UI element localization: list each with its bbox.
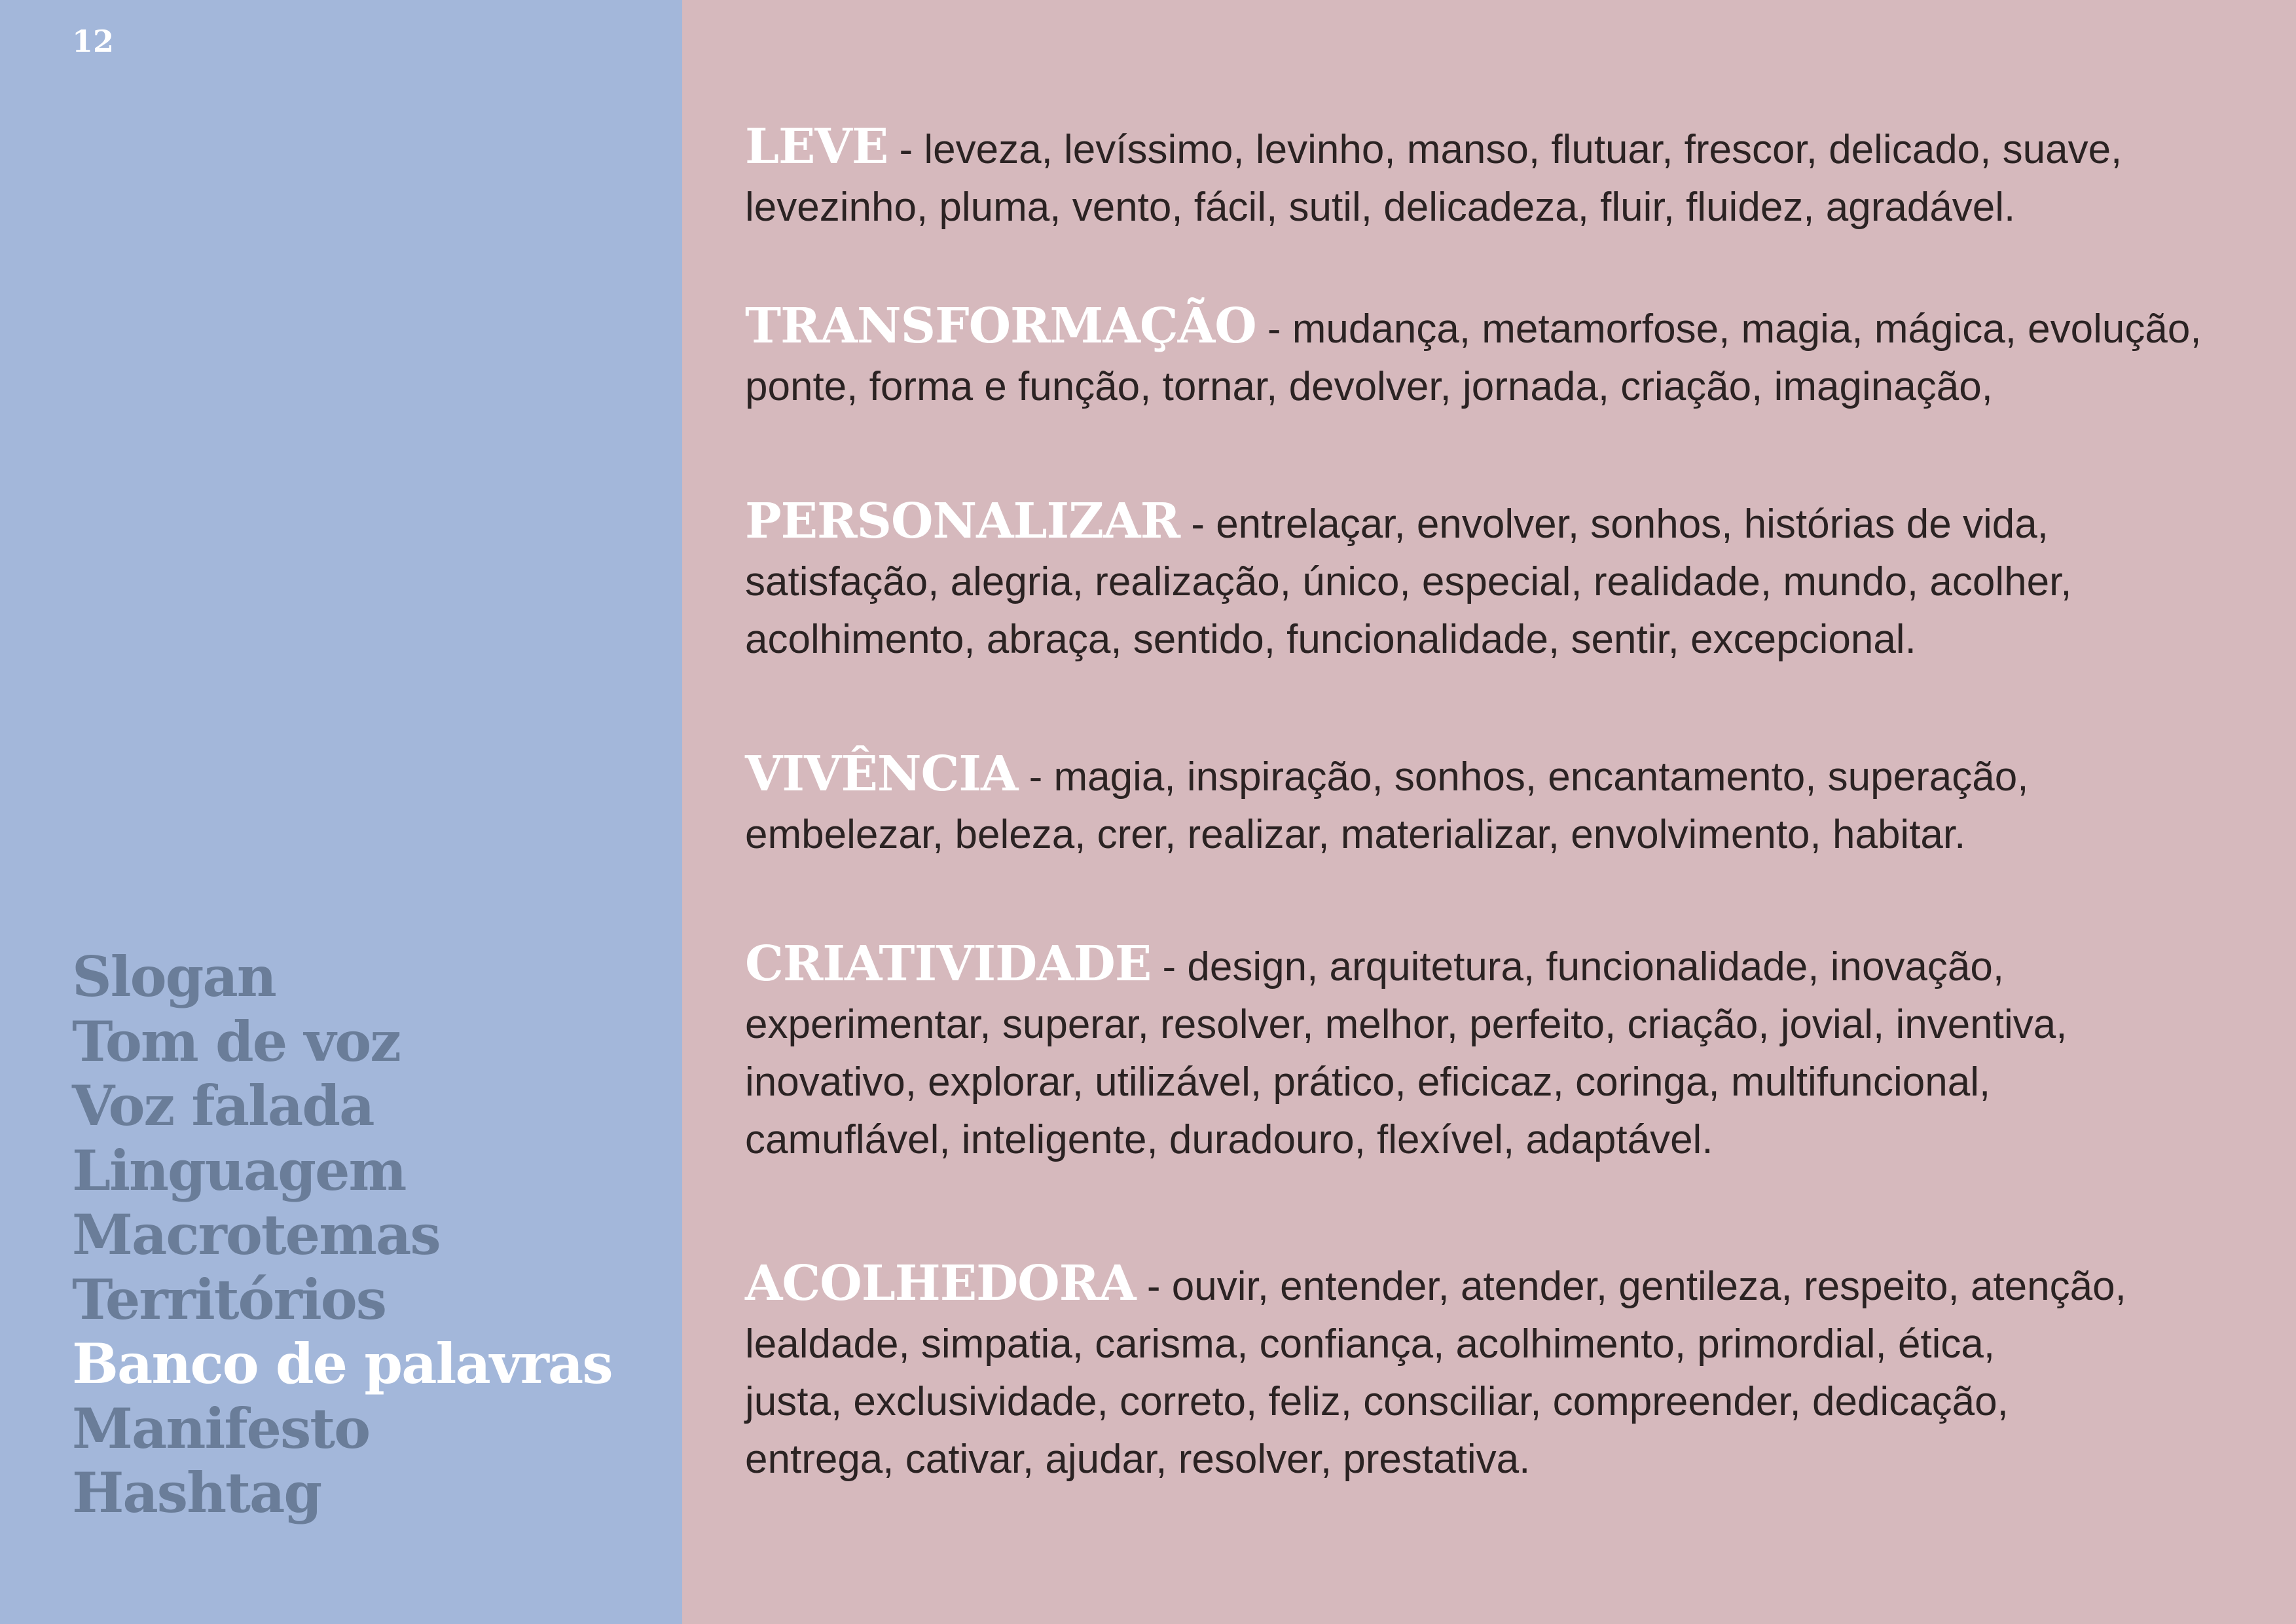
nav-item-territorios[interactable]: Territórios	[72, 1266, 386, 1332]
word-entry-vivencia	[745, 745, 2277, 864]
entry-text: experimentar, superar, resolver, melhor, perfeito, criação, jovial, inventiva,	[745, 1002, 2068, 1047]
entry-text: - leveza, levíssimo, levinho, manso, flutuar, frescor, delicado, suave,	[888, 127, 2123, 172]
nav-item-voz-falada[interactable]: Voz falada	[72, 1073, 374, 1138]
entry-term: CRIATIVIDADE	[745, 936, 1152, 992]
entry-text: - mudança, metamorfose, magia, mágica, evolução,	[1256, 306, 2202, 352]
entry-first-line	[745, 1255, 2277, 1316]
left-panel	[0, 0, 682, 1624]
entry-term: VIVÊNCIA	[745, 746, 1018, 802]
word-entry-criatividade	[745, 935, 2277, 1169]
entry-text: - design, arquitetura, funcionalidade, inovação,	[1151, 944, 2005, 989]
entry-first-line	[745, 492, 2277, 553]
word-entry-personalizar	[745, 492, 2277, 669]
entry-term: PERSONALIZAR	[745, 493, 1180, 549]
entry-text: entrega, cativar, ajudar, resolver, prestativa.	[745, 1437, 1531, 1482]
entry-first-line	[745, 745, 2277, 806]
page-number: 12	[72, 24, 115, 59]
nav-item-slogan[interactable]: Slogan	[72, 944, 276, 1009]
entry-first-line	[745, 935, 2277, 996]
entry-text: ponte, forma e função, tornar, devolver, jornada, criação, imaginação,	[745, 364, 1993, 409]
nav-item-tom-de-voz[interactable]: Tom de voz	[72, 1008, 400, 1074]
entry-text: justa, exclusividade, correto, feliz, consciliar, compreender, dedicação,	[745, 1379, 2009, 1424]
entry-first-line	[745, 297, 2277, 358]
entry-term: ACOLHEDORA	[745, 1255, 1136, 1312]
entry-text: satisfação, alegria, realização, único, especial, realidade, mundo, acolher,	[745, 559, 2072, 604]
entry-text: - ouvir, entender, atender, gentileza, respeito, atenção,	[1135, 1264, 2126, 1309]
entry-term: TRANSFORMAÇÃO	[745, 298, 1256, 354]
nav-item-hashtag[interactable]: Hashtag	[72, 1460, 321, 1525]
entry-text: - entrelaçar, envolver, sonhos, histórias de vida,	[1180, 502, 2049, 547]
nav-item-manifesto[interactable]: Manifesto	[72, 1395, 370, 1461]
word-entry-leve	[745, 118, 2277, 236]
entry-term: LEVE	[745, 119, 888, 175]
nav-item-linguagem[interactable]: Linguagem	[72, 1137, 406, 1203]
section-nav	[72, 945, 612, 1526]
entry-text: levezinho, pluma, vento, fácil, sutil, delicadeza, fluir, fluidez, agradável.	[745, 185, 2016, 230]
word-entry-transformacao	[745, 297, 2277, 416]
entry-text: inovativo, explorar, utilizável, prático, eficicaz, coringa, multifuncional,	[745, 1060, 1991, 1105]
entry-first-line	[745, 118, 2277, 179]
word-entry-acolhedora	[745, 1255, 2277, 1488]
entry-text: embelezar, beleza, crer, realizar, materializar, envolvimento, habitar.	[745, 812, 1966, 857]
entry-text: acolhimento, abraça, sentido, funcionalidade, sentir, excepcional.	[745, 617, 1916, 662]
entry-text: camuflável, inteligente, duradouro, flexível, adaptável.	[745, 1117, 1713, 1162]
entry-text: lealdade, simpatia, carisma, confiança, acolhimento, primordial, ética,	[745, 1321, 1995, 1367]
nav-item-banco-de-palavras[interactable]: Banco de palavras	[72, 1331, 612, 1396]
nav-item-macrotemas[interactable]: Macrotemas	[72, 1202, 440, 1267]
entry-text: - magia, inspiração, sonhos, encantamento, superação,	[1017, 754, 2029, 800]
